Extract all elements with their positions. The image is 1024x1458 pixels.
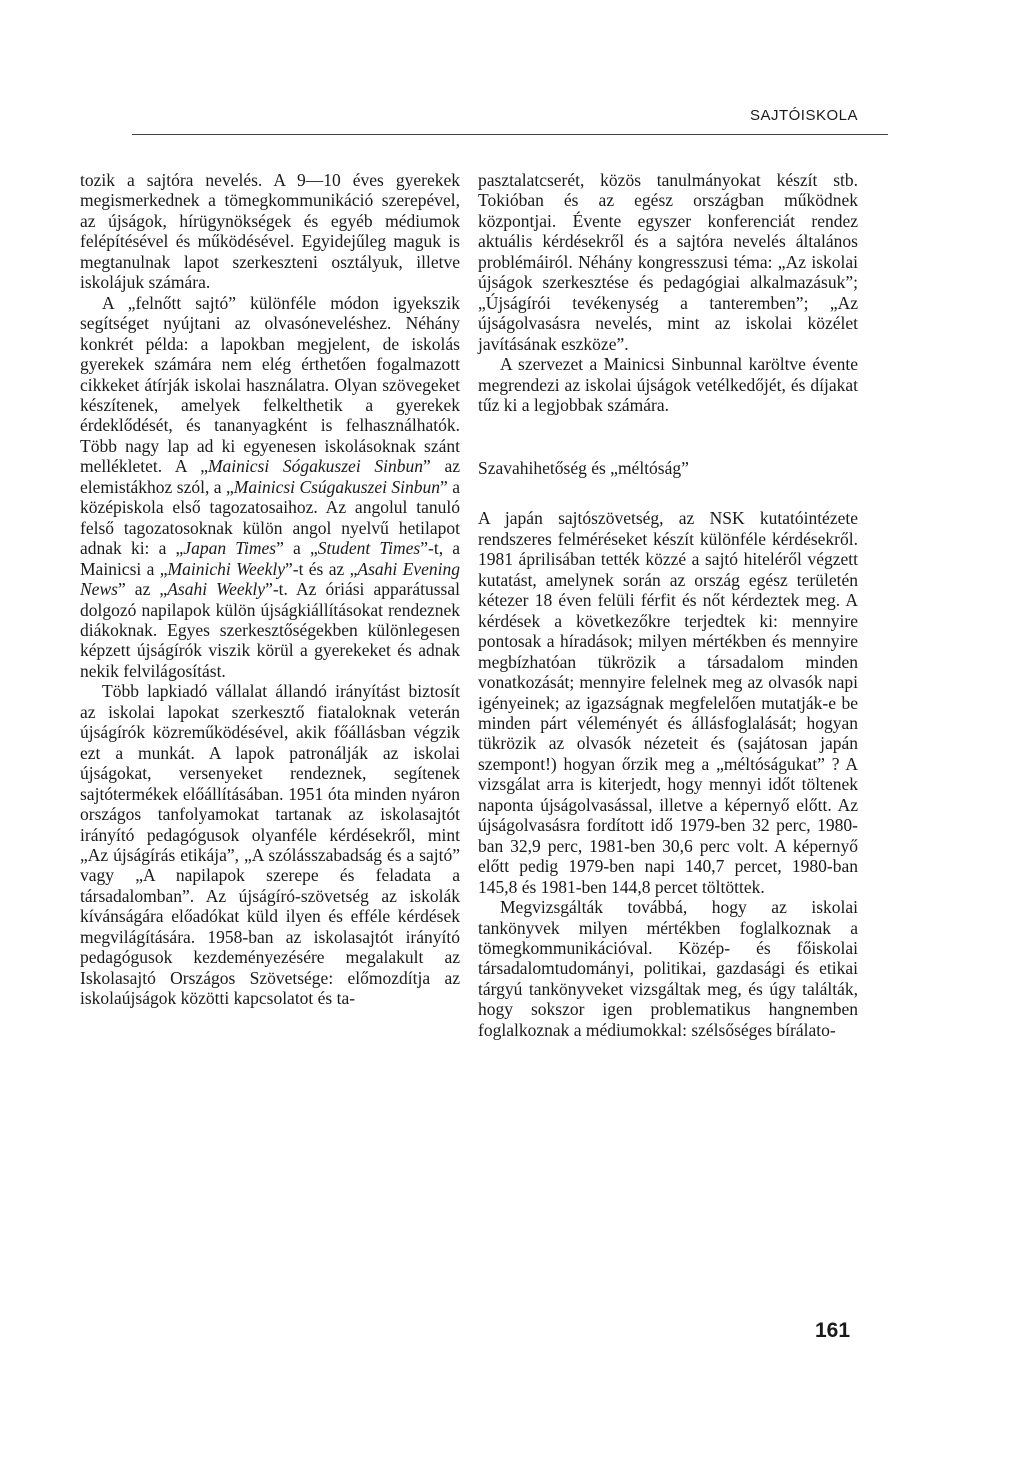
right-paragraph-1: pasztalatcserét, közös tanulmányokat készít stb. Tokióban és az egész országban működnek központjai. Évente egyszer konferenciát rendez aktuális kérdésekről és a sajtóra nevelés általános problémáiról. Néhány kongresszusi téma: „Az iskolai újságok szerkesztése és pedagógiai alkalmazásuk”; „Újságírói tevékenység a tanteremben”; „Az újságolvasásra nevelés, mint az iskolai közélet javításának eszköze”.: [478, 170, 858, 354]
newspaper-title: Mainicsi Csúgakuszei Sinbun: [233, 476, 441, 497]
newspaper-title: Asahi Evening News: [80, 558, 460, 600]
left-paragraph-1: tozik a sajtóra nevelés. A 9—10 éves gyerekek megismerkednek a tömegkommunikáció szerepével, az újságok, hírügynökségek és egyéb médiumok felépítésével és működésével. Egyidejűleg maguk is megtanulnak lapot szerkeszteni osztályuk, illetve iskolájuk számára.: [80, 170, 460, 293]
newspaper-title: Japan Times: [183, 538, 277, 559]
page-number: 161: [815, 1319, 851, 1342]
text-run: ”-t, a Mainicsi a „: [80, 538, 460, 579]
text-run: ”-t és az „: [284, 558, 358, 579]
newspaper-title: Student Times: [317, 538, 421, 559]
newspaper-title: Asahi Weekly: [167, 579, 266, 600]
right-paragraph-4: Megvizsgálták továbbá, hogy az iskolai tankönyvek milyen mértékben foglalkoznak a tömegkommunikációval. Közép- és főiskolai társadalomtudományi, politikai, gazdasági és etikai tárgyú tankönyveket vizsgáltak meg, és úgy találták, hogy sokszor igen problematikus hangnemben foglalkoznak a médiumokkal: szélsőséges bírálato-: [478, 897, 858, 1040]
running-head: SAJTÓISKOLA: [749, 107, 858, 124]
newspaper-title: Mainicsi Sógakuszei Sinbun: [207, 456, 423, 477]
text-run: ”-t. Az óriási apparátussal dolgozó napilapok külön újságkiállításokat rendeznek diákoknak. Egyes szerkesztőségekben különlegesen képzett újságírók viszik körül a gyerekeket és adnak nekik felvilágosítást.: [80, 579, 460, 681]
text-run: ” a középiskola első tagozatosaihoz. Az angolul tanuló felső tagozatosoknak külön angol nyelvű hetilapot adnak ki: a „: [80, 476, 460, 559]
left-column: [80, 170, 460, 1009]
text-run: ” az „: [117, 579, 168, 600]
section-heading: Szavahihetőség és „méltóság”: [478, 458, 689, 479]
right-paragraph-2: A szervezet a Mainicsi Sinbunnal karöltve évente megrendezi az iskolai újságok vetélkedőjét, és díjakat tűz ki a legjobbak számára.: [478, 354, 858, 415]
text-run: A „felnőtt sajtó” különféle módon igyekszik segítséget nyújtani az olvasóneveléshez. Néhány konkrét példa: a lapokban megjelent, de iskolás gyerekek számára nem elég érthetően fogalmazott cikkeket átírják iskolai használatra. Olyan szövegeket készítenek, amelyek felkelthetik a gyerekek érdeklődését, és tananyagként is felhasználhatók. Több nagy lap ad ki egyenesen iskolásoknak szánt mellékletet. A „: [80, 292, 460, 477]
right-column: [478, 170, 858, 1040]
text-run: ” az elemistákhoz szól, a „: [80, 456, 460, 497]
newspaper-title: Mainichi Weekly: [167, 558, 285, 579]
left-paragraph-3: Több lapkiadó vállalat állandó irányítást biztosít az iskolai lapokat szerkesztő fiataloknak veterán újságírók közreműködésével, akik főállásban végzik ezt a munkát. A lapok patronálják az iskolai újságokat, versenyeket rendeznek, segítenek sajtótermékek előállításában. 1951 óta minden nyáron országos tanfolyamokat tartanak az iskolasajtót irányító pedagógusok olyanféle kérdésekről, mint „Az újságírás etikája”, „A szólásszabadság és a sajtó” vagy „A napilapok szerepe és feladata a társadalomban”. Az újságíró-szövetség az iskolák kívánságára előadókat küld ilyen és efféle kérdések megvilágítására. 1958-ban az iskolasajtót irányító pedagógusok kezdeményezésére megalakult az Iskolasajtó Országos Szövetsége: előmozdítja az iskolaújságok közötti kapcsolatot és ta-: [80, 681, 460, 1009]
header-rule: [132, 134, 888, 135]
right-paragraph-3: A japán sajtószövetség, az NSK kutatóintézete rendszeres felméréseket készít különféle kérdésekről. 1981 áprilisában tették közzé a sajtó hiteléről végzett kutatást, amelynek során az ország egész területén kétezer 18 éven felüli férfit és nőt kérdeztek meg. A kérdések a következőkre terjedtek ki: mennyire pontosak a híradások; milyen mértékben és mennyire megbízhatóan tükrözik a társadalom minden vonatkozását; mennyire felelnek meg az olvasók napi igényeinek; az igazságnak megfelelően mutatják-e be minden párt véleményét és állásfoglalását; hogyan tükrözik az olvasók nézeteit és (sajátosan japán szempont!) hogyan őrzik meg a „méltóságukat” ? A vizsgálat arra is kiterjedt, hogy mennyi időt töltenek naponta újságolvasással, illetve a képernyő előtt. Az újságolvasásra fordított idő 1979-ben 32 perc, 1980-ban 32,9 perc, 1981-ben 30,6 perc volt. A képernyő előtt pedig 1979-ben napi 140,7 percet, 1980-ban 145,8 és 1981-ben 144,8 percet töltöttek.: [478, 508, 858, 897]
text-run: ” a „: [276, 538, 318, 559]
left-paragraph-2: [80, 293, 460, 682]
